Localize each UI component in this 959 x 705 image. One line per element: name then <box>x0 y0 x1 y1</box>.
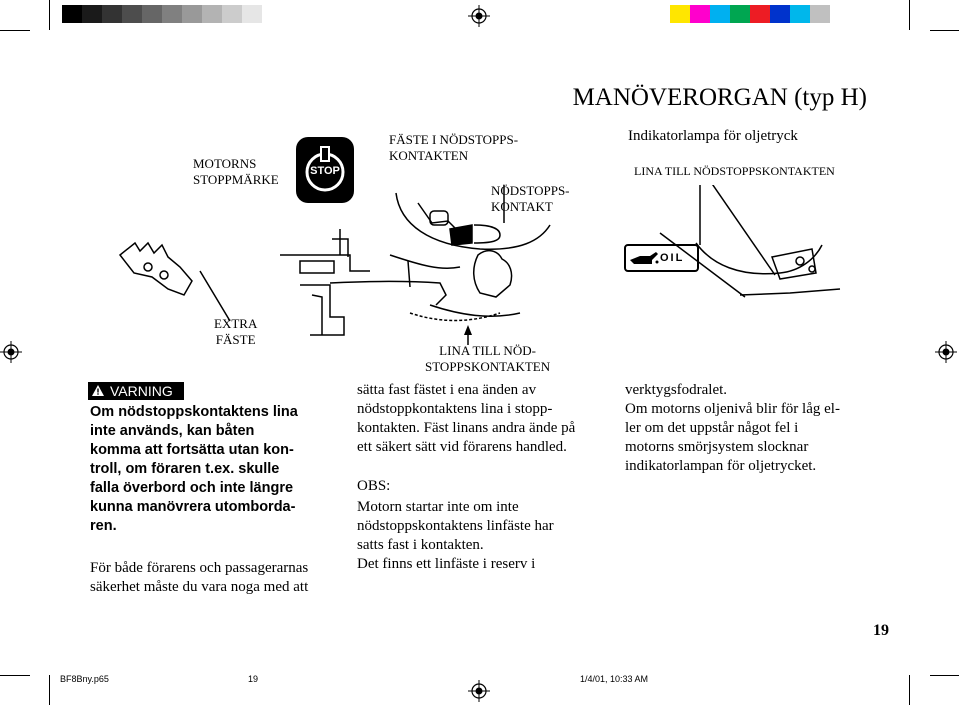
stop-icon-text: STOP <box>310 165 340 177</box>
crop-mark <box>930 675 959 676</box>
footer-timestamp: 1/4/01, 10:33 AM <box>580 674 649 684</box>
text-line: kunna manövrera utomborda- <box>90 499 296 515</box>
column-1-text <box>90 559 308 597</box>
text-line: ler om det uppstår något fel i <box>625 420 799 436</box>
color-swatch <box>730 5 750 23</box>
page-title: MANÖVERORGAN (typ H) <box>572 84 867 111</box>
text-line: satts fast i kontakten. <box>357 537 484 553</box>
lanyard-top-label: LINA TILL NÖDSTOPPSKONTAKTEN <box>634 164 835 178</box>
text-line: Det finns ett linfäste i reserv i <box>357 556 536 572</box>
gray-swatch <box>102 5 122 23</box>
label-line: STOPPMÄRKE <box>193 172 279 187</box>
motor-stop-label <box>193 156 279 188</box>
label-line: NÖDSTOPPS- <box>491 183 570 198</box>
text-line: sätta fast fästet i ena änden av <box>357 382 537 398</box>
crop-mark <box>909 675 910 705</box>
warning-badge <box>88 382 184 400</box>
text-line: nödstoppkontaktens lina i stopp- <box>357 401 553 417</box>
oil-icon-text: OIL <box>660 252 685 264</box>
warning-badge-label: VARNING <box>110 383 173 399</box>
crop-mark <box>0 30 30 31</box>
footer-filename: BF8Bny.p65 <box>60 674 109 684</box>
oil-indicator-heading: Indikatorlampa för oljetryck <box>628 128 798 144</box>
registration-mark-icon <box>0 341 22 363</box>
warning-triangle-icon <box>92 383 104 399</box>
text-line: ren. <box>90 518 117 534</box>
text-line: motorns smörjsystem slocknar <box>625 439 809 455</box>
color-swatch <box>690 5 710 23</box>
label-line: KONTAKTEN <box>389 148 469 163</box>
label-line: EXTRA <box>214 316 258 331</box>
color-swatch <box>750 5 770 23</box>
gray-swatch <box>222 5 242 23</box>
gray-swatch <box>162 5 182 23</box>
text-line: verktygsfodralet. <box>625 382 728 398</box>
color-swatch <box>790 5 810 23</box>
text-line: falla överbord och inte längre <box>90 480 294 496</box>
text-line: Om nödstoppskontaktens lina <box>90 404 298 420</box>
outboard-controls-illustration <box>100 185 860 360</box>
label-line: FÄSTE I NÖDSTOPPS- <box>389 132 519 147</box>
color-swatch <box>810 5 830 23</box>
crop-mark <box>909 0 910 30</box>
gray-swatch <box>82 5 102 23</box>
crop-mark <box>930 30 959 31</box>
text-line: troll, om föraren t.ex. skulle <box>90 461 280 477</box>
color-swatch <box>710 5 730 23</box>
column-3-text <box>625 381 840 476</box>
label-line: KONTAKT <box>491 199 553 214</box>
registration-mark-icon <box>468 680 490 702</box>
footer-page: 19 <box>248 674 259 684</box>
gray-swatch <box>242 5 262 23</box>
column-2-text <box>357 381 575 457</box>
color-calibration-bar <box>670 5 830 23</box>
gray-swatch <box>122 5 142 23</box>
text-line: Om motorns oljenivå blir för låg el- <box>625 401 840 417</box>
color-swatch <box>670 5 690 23</box>
label-line: MOTORNS <box>193 156 257 171</box>
page-number: 19 <box>873 622 889 639</box>
gray-swatch <box>202 5 222 23</box>
text-line: komma att fortsätta utan kon- <box>90 442 294 458</box>
gray-swatch <box>62 5 82 23</box>
text-line: kontakten. Fäst linans andra ände på <box>357 420 576 436</box>
gray-swatch <box>142 5 162 23</box>
registration-mark-icon <box>468 5 490 27</box>
text-line: indikatorlampan för oljetrycket. <box>625 458 817 474</box>
text-line: nödstoppskontaktens linfäste har <box>357 518 554 534</box>
warning-text <box>90 403 330 536</box>
text-line: ett säkert sätt vid förarens handled. <box>357 439 567 455</box>
crop-mark <box>49 675 50 705</box>
crop-mark <box>0 675 30 676</box>
column-2-note <box>357 498 554 574</box>
text-line: För både förarens och passagerarnas <box>90 560 309 576</box>
crop-mark <box>49 0 50 30</box>
label-line: STOPPSKONTAKTEN <box>425 359 551 374</box>
clip-label <box>389 132 518 164</box>
registration-mark-icon <box>935 341 957 363</box>
text-line: inte används, kan båten <box>90 423 255 439</box>
label-line: FÄSTE <box>215 332 256 347</box>
label-line: LINA TILL NÖD- <box>439 343 536 358</box>
text-line: säkerhet måste du vara noga med att <box>90 579 309 595</box>
gray-calibration-bar <box>62 5 262 23</box>
color-swatch <box>770 5 790 23</box>
gray-swatch <box>182 5 202 23</box>
obs-label: OBS: <box>357 478 391 494</box>
text-line: Motorn startar inte om inte <box>357 499 519 515</box>
